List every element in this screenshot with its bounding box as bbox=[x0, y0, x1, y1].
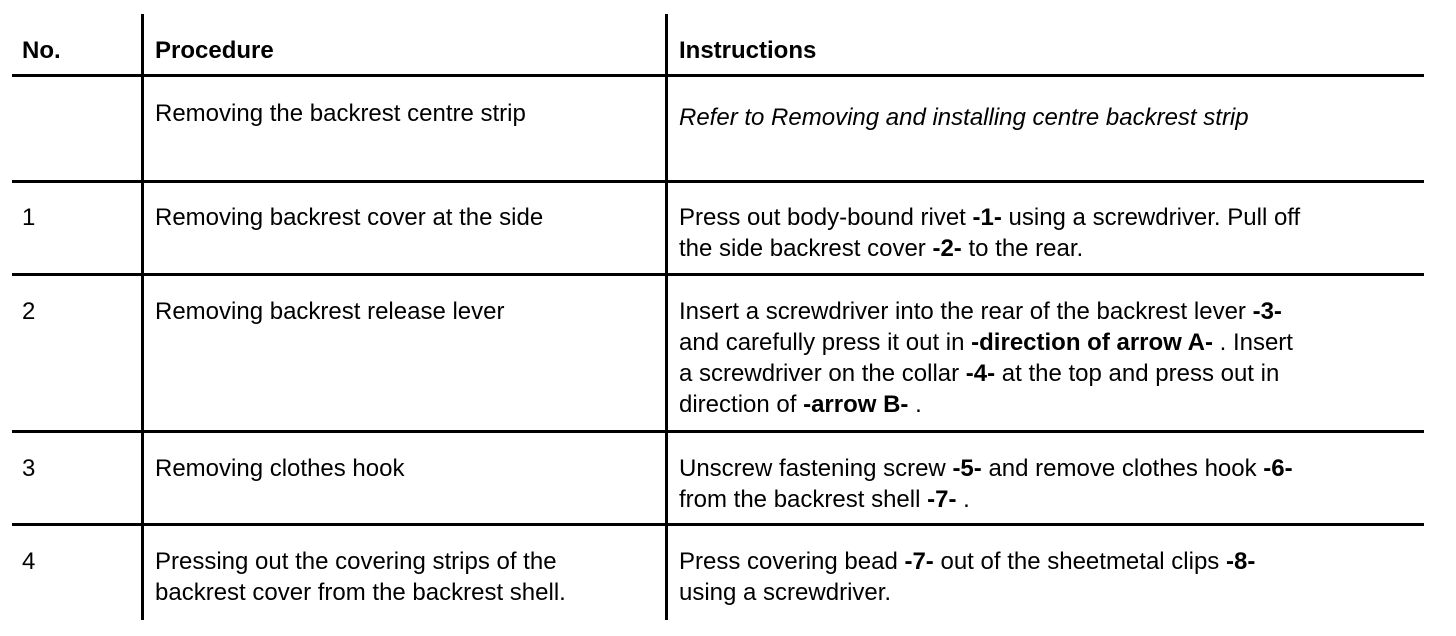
instruction-text: using a screwdriver. Pull off bbox=[1001, 204, 1301, 231]
part-reference: -7- bbox=[904, 548, 934, 575]
instructions-cell bbox=[679, 202, 1300, 264]
procedure-line: Removing clothes hook bbox=[155, 455, 405, 482]
procedure-line: Removing the backrest centre strip bbox=[155, 100, 526, 127]
instruction-text: to the rear. bbox=[961, 235, 1084, 262]
part-reference: -1- bbox=[972, 204, 1002, 231]
instruction-line bbox=[679, 202, 1300, 233]
instruction-text: from the backrest shell bbox=[679, 486, 928, 513]
instructions-cell bbox=[679, 546, 1255, 608]
instructions-cell bbox=[679, 102, 1249, 133]
part-reference: -5- bbox=[952, 455, 982, 482]
header-instructions: Instructions bbox=[679, 37, 817, 64]
procedure-line: Removing backrest release lever bbox=[155, 298, 505, 325]
part-reference: -2- bbox=[932, 235, 962, 262]
instruction-text: at the top and press out in bbox=[995, 360, 1280, 387]
instruction-text: . bbox=[956, 486, 970, 513]
instructions-cell bbox=[679, 453, 1293, 515]
instruction-text: Removing and installing centre backrest strip bbox=[771, 104, 1249, 131]
row-number: 3 bbox=[22, 455, 36, 482]
procedure-line: Pressing out the covering strips of the bbox=[155, 548, 557, 575]
procedure-cell bbox=[155, 98, 526, 129]
instruction-text: Press out body-bound rivet bbox=[679, 204, 973, 231]
instruction-line bbox=[679, 327, 1293, 358]
column-divider bbox=[665, 14, 668, 620]
column-divider bbox=[141, 14, 144, 620]
instruction-line bbox=[679, 577, 1255, 608]
part-reference: -direction of arrow A- bbox=[971, 329, 1213, 356]
instruction-line bbox=[679, 102, 1249, 133]
instruction-line bbox=[679, 233, 1300, 264]
instructions-cell bbox=[679, 296, 1293, 420]
header-procedure: Procedure bbox=[155, 37, 274, 64]
instruction-text: Insert a screwdriver into the rear of the backrest lever bbox=[679, 298, 1253, 325]
row-divider bbox=[12, 273, 1424, 276]
procedure-line: backrest cover from the backrest shell. bbox=[155, 579, 566, 606]
instruction-text: and carefully press it out in bbox=[679, 329, 972, 356]
procedure-cell bbox=[155, 202, 543, 233]
procedure-cell bbox=[155, 296, 505, 327]
part-reference: -7- bbox=[927, 486, 957, 513]
instruction-text: Unscrew fastening screw bbox=[679, 455, 953, 482]
instruction-line bbox=[679, 546, 1255, 577]
instruction-line bbox=[679, 484, 1293, 515]
part-reference: -3- bbox=[1252, 298, 1282, 325]
instruction-line bbox=[679, 358, 1293, 389]
row-number: 1 bbox=[22, 204, 36, 231]
header-rule bbox=[12, 74, 1424, 77]
instruction-line bbox=[679, 453, 1293, 484]
instruction-text: Refer to bbox=[679, 104, 772, 131]
instruction-text: direction of bbox=[679, 391, 804, 418]
row-divider bbox=[12, 180, 1424, 183]
part-reference: -6- bbox=[1263, 455, 1293, 482]
instruction-text: out of the sheetmetal clips bbox=[933, 548, 1226, 575]
part-reference: -arrow B- bbox=[803, 391, 909, 418]
instruction-line bbox=[679, 296, 1293, 327]
row-number: 4 bbox=[22, 548, 36, 575]
procedure-line: Removing backrest cover at the side bbox=[155, 204, 544, 231]
row-divider bbox=[12, 523, 1424, 526]
instruction-text: a screwdriver on the collar bbox=[679, 360, 966, 387]
instruction-text: . Insert bbox=[1212, 329, 1293, 356]
instruction-line bbox=[679, 389, 1293, 420]
row-divider bbox=[12, 430, 1424, 433]
part-reference: -4- bbox=[965, 360, 996, 387]
instruction-text: the side backrest cover bbox=[679, 235, 933, 262]
instruction-text: Press covering bead bbox=[679, 548, 905, 575]
row-number: 2 bbox=[22, 298, 36, 325]
instruction-text: using a screwdriver. bbox=[679, 579, 892, 606]
part-reference: -8- bbox=[1225, 548, 1256, 575]
procedure-cell bbox=[155, 546, 566, 608]
header-no: No. bbox=[22, 37, 61, 64]
instruction-text: . bbox=[908, 391, 922, 418]
instruction-text: and remove clothes hook bbox=[981, 455, 1264, 482]
procedure-cell bbox=[155, 453, 404, 484]
